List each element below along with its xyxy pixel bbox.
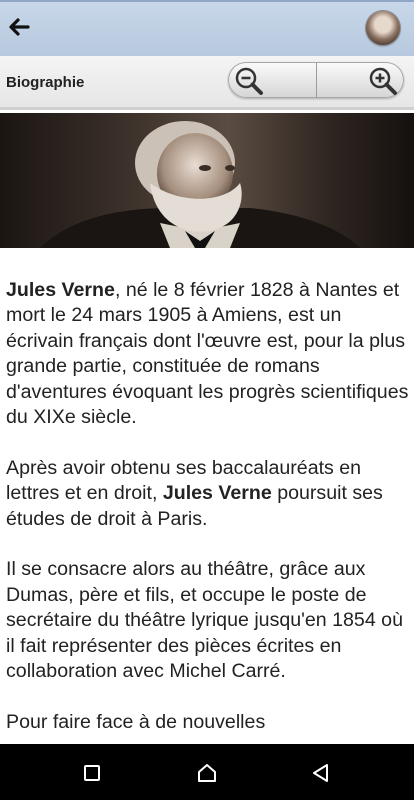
section-toolbar — [0, 56, 414, 110]
author-avatar[interactable] — [366, 11, 400, 45]
paragraph-text: Il se consacre alors au théâtre, grâce aux Dumas, père et fils, et occupe le poste de secrétaire du théâtre lyrique jusqu'en 1854 où il fait représenter des pièces écrites en collaboration avec Michel Carré. — [6, 558, 403, 683]
back-nav-button[interactable] — [310, 762, 332, 784]
system-navigation-bar — [0, 744, 414, 800]
home-button[interactable] — [196, 762, 218, 784]
section-title: Biographie — [6, 74, 85, 91]
biography-paragraph — [6, 456, 410, 532]
recent-apps-button[interactable] — [81, 762, 103, 784]
home-icon — [196, 762, 218, 784]
paragraph-text: Pour faire face à de nouvelles — [6, 710, 266, 733]
zoom-in-icon — [367, 65, 399, 97]
biography-paragraph — [6, 557, 410, 684]
triangle-back-icon — [310, 762, 332, 784]
paragraph-text: , né le 8 février 1828 à Nantes et mort le 24 mars 1905 à Amiens, est un écrivain français dont l'œuvre est, pour la plus grande partie, constituée de romans d'aventures évoquant les progrès scientifiques du XIXe siècle. — [6, 279, 409, 429]
portrait-illustration — [0, 113, 414, 248]
paragraph-text: poursuit ses études de droit à Paris. — [6, 482, 383, 530]
zoom-out-icon — [233, 65, 265, 97]
author-portrait — [0, 113, 414, 248]
author-name: Jules Verne — [162, 482, 272, 505]
top-app-bar — [0, 0, 414, 56]
author-name: Jules Verne — [6, 279, 115, 301]
biography-content — [6, 278, 410, 744]
paragraph-text: Après avoir obtenu ses baccalauréats en lettres et en droit, — [6, 456, 362, 505]
zoom-controls — [228, 62, 404, 98]
zoom-in-button[interactable] — [316, 62, 404, 98]
zoom-out-button[interactable] — [228, 62, 317, 98]
arrow-left-icon — [6, 14, 32, 40]
biography-paragraph — [6, 710, 410, 735]
biography-paragraph — [6, 278, 410, 430]
back-button[interactable] — [6, 14, 32, 40]
square-icon — [81, 762, 103, 784]
